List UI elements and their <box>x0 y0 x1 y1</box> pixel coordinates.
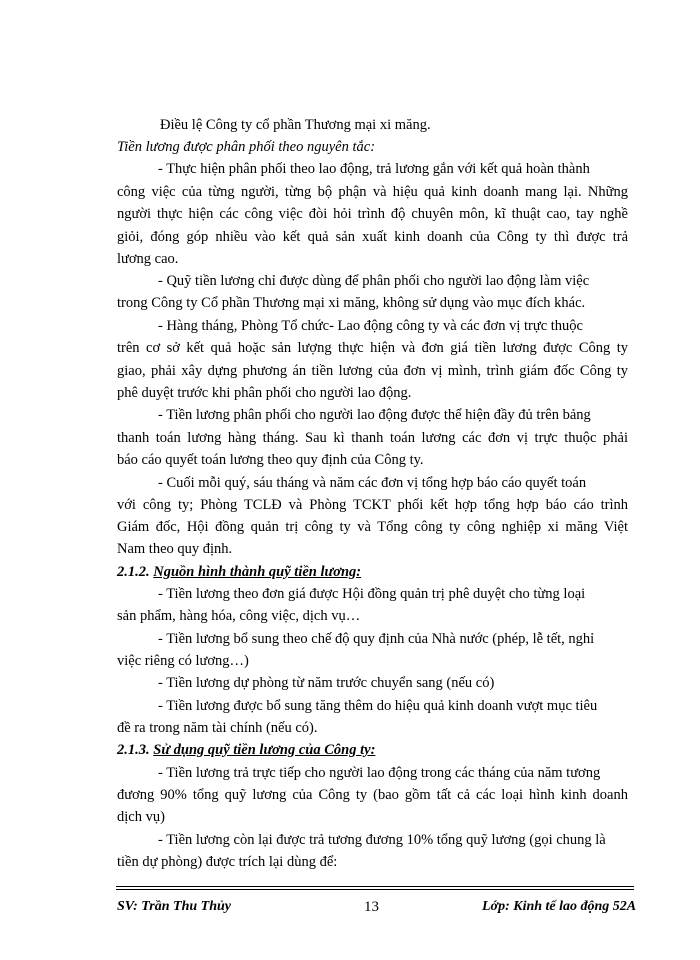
paragraph-line: người thực hiện các công việc đòi hỏi trình độ chuyên môn, kĩ thuật cao, tay nghề <box>117 206 628 222</box>
footer-divider <box>116 889 634 890</box>
paragraph-line: - Cuối mỗi quý, sáu tháng và năm các đơn vị tổng hợp báo cáo quyết toán <box>158 475 587 491</box>
paragraph-line: trên cơ sở kết quả hoặc sản lượng thực hiện và đơn giá tiền lương được Công ty <box>117 340 628 356</box>
heading-number: 2.1.3. <box>117 742 150 758</box>
section-heading-2-1-2 <box>117 565 361 580</box>
paragraph-line: - Quỹ tiền lương chỉ được dùng để phân phối cho người lao động làm việc <box>158 273 590 289</box>
paragraph-line: giỏi, đóng góp nhiều vào kết quả sản xuất kinh doanh của Công ty thì được trả <box>117 229 628 245</box>
section-heading-2-1-3 <box>117 743 375 758</box>
paragraph-line: giao, phải xây dựng phương án tiền lương của đơn vị mình, trình giám đốc Công ty <box>117 363 628 379</box>
paragraph-line: công việc của từng người, từng bộ phận và hiệu quả kinh doanh mang lại. Những <box>117 184 628 200</box>
paragraph-line: - Tiền lương trả trực tiếp cho người lao động trong các tháng của năm tương <box>158 765 601 781</box>
paragraph-line: Nam theo quy định. <box>117 541 233 557</box>
heading-title: Sử dụng quỹ tiền lương của Công ty: <box>153 742 376 758</box>
paragraph-line: - Tiền lương dự phòng từ năm trước chuyển sang (nếu có) <box>158 675 495 691</box>
paragraph-line: sản phẩm, hàng hóa, công việc, dịch vụ… <box>117 608 361 624</box>
page-number: 13 <box>364 899 379 915</box>
paragraph-line: trong Công ty Cổ phần Thương mại xi măng, không sử dụng vào mục đích khác. <box>117 295 586 311</box>
paragraph-line: phê duyệt trước khi phân phối cho người lao động. <box>117 385 412 401</box>
paragraph-line: dịch vụ) <box>117 809 165 825</box>
footer-divider <box>116 886 634 887</box>
paragraph-line: báo cáo quyết toán lương theo quy định của Công ty. <box>117 452 424 468</box>
paragraph-line: với công ty; Phòng TCLĐ và Phòng TCKT phối kết hợp tổng hợp báo cáo trình <box>117 497 628 513</box>
paragraph-line: - Tiền lương phân phối cho người lao động được thể hiện đầy đủ trên bảng <box>158 407 591 423</box>
heading-number: 2.1.2. <box>117 564 150 580</box>
paragraph-line: - Tiền lương theo đơn giá được Hội đồng quản trị phê duyệt cho từng loại <box>158 586 586 602</box>
footer-class-name: Lớp: Kinh tế lao động 52A <box>482 899 637 914</box>
paragraph-line: - Hàng tháng, Phòng Tổ chức- Lao động công ty và các đơn vị trực thuộc <box>158 318 583 334</box>
section-intro: Tiền lương được phân phối theo nguyên tắc: <box>117 139 376 155</box>
paragraph-line: Điều lệ Công ty cổ phần Thương mại xi măng. <box>160 117 431 133</box>
heading-title: Nguồn hình thành quỹ tiền lương: <box>153 564 362 580</box>
paragraph-line: Giám đốc, Hội đồng quản trị công ty và Tổng công ty công nghiệp xi măng Việt <box>117 519 628 535</box>
paragraph-line: - Tiền lương còn lại được trả tương đương 10% tổng quỹ lương (gọi chung là <box>158 832 606 848</box>
paragraph-line: - Tiền lương bổ sung theo chế độ quy định của Nhà nước (phép, lễ tết, nghỉ <box>158 631 595 647</box>
paragraph-line: đương 90% tổng quỹ lương của Công ty (bao gồm tất cả các loại hình kinh doanh <box>117 787 628 803</box>
footer-student-name: SV: Trần Thu Thủy <box>117 899 231 914</box>
paragraph-line: việc riêng có lương…) <box>117 653 249 669</box>
paragraph-line: thanh toán lương hàng tháng. Sau kì thanh toán lương các đơn vị trực thuộc phải <box>117 430 628 446</box>
paragraph-line: đề ra trong năm tài chính (nếu có). <box>117 720 318 736</box>
paragraph-line: tiền dự phòng) được trích lại dùng để: <box>117 854 338 870</box>
paragraph-line: - Tiền lương được bổ sung tăng thêm do hiệu quả kinh doanh vượt mục tiêu <box>158 698 598 714</box>
paragraph-line: lương cao. <box>117 251 179 267</box>
paragraph-line: - Thực hiện phân phối theo lao động, trả lương gắn với kết quả hoàn thành <box>158 161 590 177</box>
